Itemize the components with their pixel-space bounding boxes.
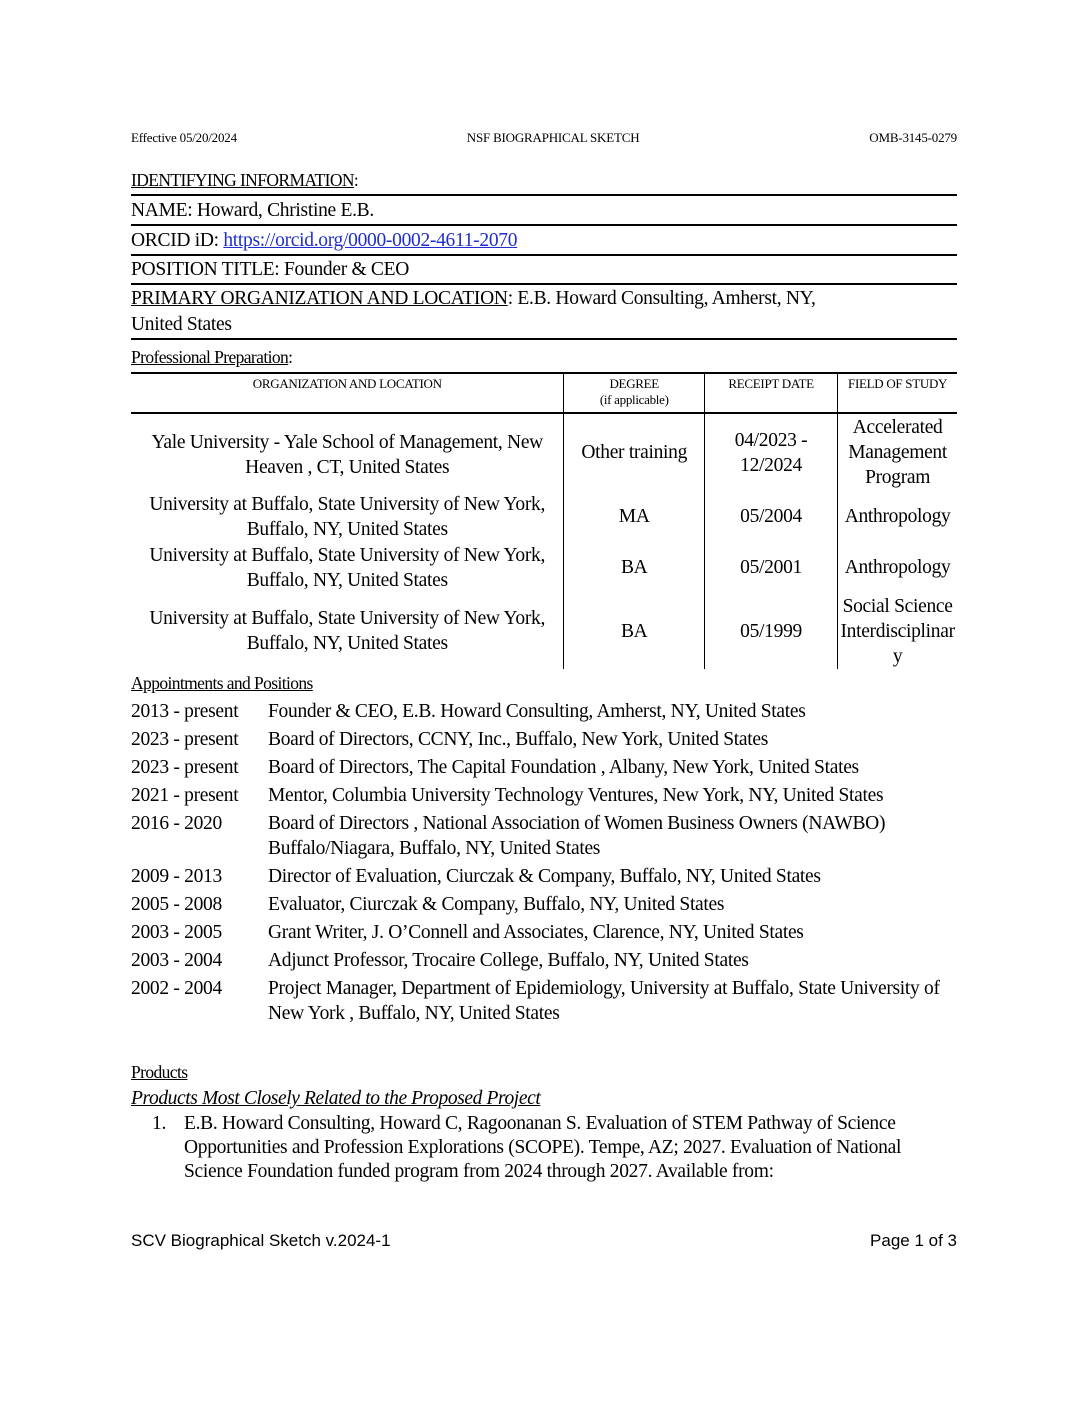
list-item: 2023 - present Board of Directors, The Capital Foundation , Albany, New York, United States [131, 757, 859, 778]
degree-cell: BA [564, 542, 704, 593]
table-row [131, 413, 957, 491]
name-value: Howard, Christine E.B. [196, 200, 374, 221]
omb-number: OMB-3145-0279 [869, 130, 957, 145]
organization-value-continued: United States [131, 314, 232, 335]
organization-cell: University at Buffalo, State University of New York, Buffalo, NY, United States [149, 493, 546, 540]
table-row [131, 542, 957, 593]
position-title-field [131, 257, 409, 283]
receipt-date-cell: 05/2001 [704, 542, 837, 593]
orcid-label: ORCID iD: [131, 230, 219, 251]
organization-cell: Yale University - Yale School of Management, New Heaven , CT, United States [151, 431, 543, 478]
column-header-receipt-date: RECEIPT DATE [704, 373, 837, 413]
degree-cell: BA [564, 593, 704, 669]
organization-label: PRIMARY ORGANIZATION AND LOCATION [131, 288, 508, 309]
position-label: POSITION TITLE: [131, 259, 280, 280]
position-value: Founder & CEO [284, 259, 410, 280]
degree-cell: Other training [564, 413, 704, 491]
column-header-organization: ORGANIZATION AND LOCATION [252, 376, 442, 391]
column-header-degree: DEGREE (if applicable) [564, 373, 704, 413]
primary-organization-field [131, 286, 816, 312]
table-header-row [131, 373, 957, 413]
receipt-date-cell: 04/2023 - 12/2024 [704, 413, 837, 491]
list-item: 2003 - 2004 Adjunct Professor, Trocaire College, Buffalo, NY, United States [131, 950, 749, 971]
organization-value: : E.B. Howard Consulting, Amherst, NY, [507, 288, 816, 309]
receipt-date-cell: 05/2004 [704, 491, 837, 542]
divider [131, 254, 957, 256]
professional-preparation-table [131, 372, 957, 669]
column-header-field-of-study: FIELD OF STUDY [838, 373, 957, 413]
list-item: 2005 - 2008 Evaluator, Ciurczak & Company, Buffalo, NY, United States [131, 894, 725, 915]
product-citation: E.B. Howard Consulting, Howard C, Ragoonanan S. Evaluation of STEM Pathway of Science Opportunities and Profession Explorations (SCOPE). Tempe, AZ; 2027. Evaluation of National Science Foundation funded program from 2024 through 2027. Available from: [184, 1113, 902, 1182]
identifying-information-heading: IDENTIFYING INFORMATION: [131, 170, 359, 190]
degree-cell: MA [564, 491, 704, 542]
list-item: 2016 - 2020 Board of Directors , National Association of Women Business Owners (NAWBO) Buffalo/Niagara, Buffalo, NY, United States [131, 813, 886, 859]
field-of-study-cell: Anthropology [838, 491, 957, 542]
list-item: 2009 - 2013 Director of Evaluation, Ciurczak & Company, Buffalo, NY, United States [131, 866, 821, 887]
product-item [152, 1112, 957, 1184]
divider [131, 194, 957, 196]
organization-cell: University at Buffalo, State University of New York, Buffalo, NY, United States [149, 544, 546, 591]
name-label: NAME: [131, 200, 193, 221]
page-footer [131, 1231, 957, 1251]
orcid-link[interactable]: https://orcid.org/0000-0002-4611-2070 [223, 230, 518, 251]
divider [131, 224, 957, 226]
table-row [131, 593, 957, 669]
field-of-study-cell: Accelerated Management Program [838, 413, 957, 491]
receipt-date-cell: 05/1999 [704, 593, 837, 669]
field-of-study-cell: Anthropology [838, 542, 957, 593]
list-item: 2002 - 2004 Project Manager, Department of Epidemiology, University at Buffalo, State University of New York , Buffalo, NY, United States [131, 978, 940, 1024]
page-number: Page 1 of 3 [870, 1231, 957, 1250]
professional-preparation-heading: Professional Preparation: [131, 347, 293, 367]
orcid-field [131, 228, 517, 254]
products-subheading: Products Most Closely Related to the Proposed Project [131, 1088, 541, 1109]
product-number: 1. [152, 1113, 167, 1134]
divider [131, 338, 957, 340]
list-item: 2021 - present Mentor, Columbia University Technology Ventures, New York, NY, United States [131, 785, 884, 806]
list-item: 2013 - present Founder & CEO, E.B. Howard Consulting, Amherst, NY, United States [131, 701, 806, 722]
footer-version: SCV Biographical Sketch v.2024-1 [131, 1231, 391, 1250]
appointments-list [131, 699, 957, 1029]
appointments-heading: Appointments and Positions [131, 673, 313, 693]
organization-cell: University at Buffalo, State University of New York, Buffalo, NY, United States [149, 608, 546, 654]
table-row [131, 491, 957, 542]
divider [131, 283, 957, 285]
list-item: 2003 - 2005 Grant Writer, J. O’Connell and Associates, Clarence, NY, United States [131, 922, 804, 943]
products-heading: Products [131, 1062, 188, 1082]
effective-date: Effective 05/20/2024 [131, 130, 237, 145]
field-of-study-cell: Social Science Interdisciplinary [838, 593, 957, 669]
page-header [131, 130, 957, 146]
list-item: 2023 - present Board of Directors, CCNY, Inc., Buffalo, New York, United States [131, 729, 769, 750]
name-field [131, 198, 374, 224]
document-title: NSF BIOGRAPHICAL SKETCH [466, 130, 640, 145]
